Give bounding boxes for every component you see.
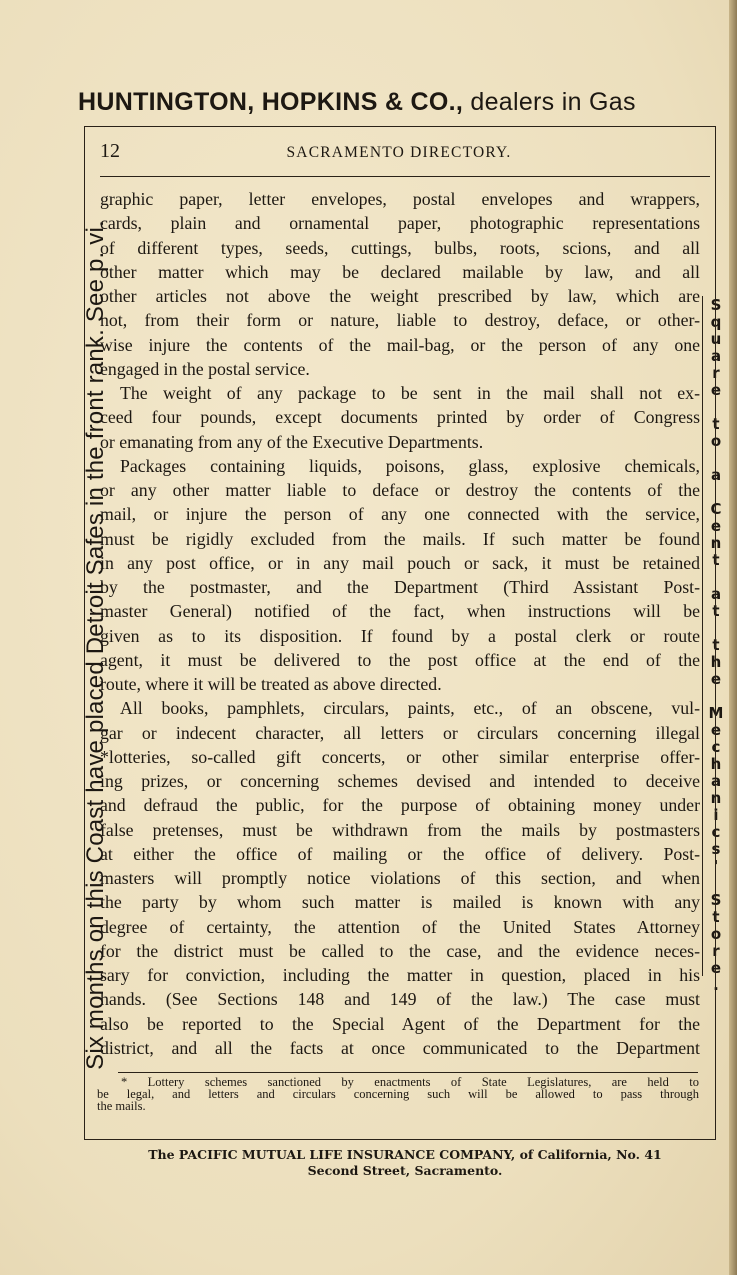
body-line: sary for conviction, including the matter in question, placed in his [100,965,700,985]
body-line: or emanating from any of the Executive Departments. [100,431,484,452]
page-edge [729,0,737,1275]
right-ad-letter: n [710,534,722,552]
right-ad-letter: h [710,653,722,671]
body-line: The weight of any package to be sent in the mail shall not ex- [120,383,700,403]
right-ad-letter: a [710,347,722,365]
body-line: the party by whom such matter is mailed is known with any [100,892,700,913]
page-header [100,140,698,170]
right-ad-letter: a [710,772,722,790]
right-ad-letter: o [710,432,722,450]
footnote-line: * Lottery schemes sanctioned by enactments of State Legislatures, are held to [121,1075,699,1089]
body-line: master General) notified of the fact, when instructions will be [100,601,700,622]
body-line: by the postmaster, and the Department (Third Assistant Post- [100,577,700,597]
footnote-rule [118,1072,698,1073]
footnote [97,1076,699,1112]
body-line: false pretenses, must be withdrawn from the mails by postmasters [100,819,700,840]
body-line: masters will promptly notice violations of this section, and when [100,868,700,888]
body-line: ing prizes, or concerning schemes devised and intended to deceive [100,771,700,791]
right-ad-letter: u [710,330,722,348]
body-line: graphic paper, letter envelopes, postal envelopes and wrappers, [100,189,700,209]
top-ad-company: HUNTINGTON, HOPKINS & CO., [78,88,464,116]
body-line: engaged in the postal service. [100,358,310,379]
right-ad-letter: s [711,840,721,858]
right-ad-letter: S [710,296,722,314]
right-ad-letter: . [713,976,719,994]
right-ad-letter: i [713,806,719,824]
right-ad-letter: h [710,755,722,773]
right-ad-letter: c [711,738,721,756]
right-ad-letter: e [710,517,722,535]
right-ad-letter: t [712,636,720,654]
right-ad-letter: e [710,381,722,399]
body-line: wise injure the contents of the mail-bag, or the person of any one [100,334,700,355]
body-line: other articles not above the weight prescribed by law, which are [100,286,700,306]
right-ad-letter: t [712,415,720,433]
right-ad-letter: e [710,959,722,977]
right-ad-letter: q [710,313,722,331]
right-ad-letter: c [711,823,721,841]
footnote-line: the mails. [97,1099,146,1113]
right-ad-letter: r [712,364,720,382]
right-ad-letter: C [710,500,722,518]
page-number: 12 [100,140,120,162]
body-line: hands. (See Sections 148 and 149 of the law.) The case must [100,989,700,1010]
bottom-ad-line-2: Second Street, Sacramento. [307,1163,503,1178]
body-line: of different types, seeds, cuttings, bulbs, roots, scions, and all [100,237,700,258]
body-line: route, where it will be treated as above directed. [100,674,442,694]
footnote-line: be legal, and letters and circulars concerning such will be allowed to pass through [97,1087,699,1101]
right-ad-letter: n [710,789,722,807]
right-ad-letter: ' [713,857,719,875]
body-line: mail, or injure the person of any one connected with the service, [100,504,700,525]
right-ad-letter: S [710,891,722,909]
body-line: other matter which may be declared mailable by law, and all [100,261,700,282]
right-ad-letter: M [708,704,724,722]
body-line: also be reported to the Special Agent of the Department for the [100,1013,700,1034]
body-line: must be rigidly excluded from the mails. If such matter be found [100,528,700,549]
right-ad-letter: t [712,551,720,569]
body-text [100,187,700,1060]
right-ad-letter: a [710,585,722,603]
body-line: given as to its disposition. If found by a postal clerk or route [100,625,700,646]
bottom-advertisement [80,1147,730,1179]
right-ad-letter: e [710,670,722,688]
body-line: gar or indecent character, all letters or circulars concerning illegal [100,722,700,743]
bottom-ad-line-1: The PACIFIC MUTUAL LIFE INSURANCE COMPANY, of California, No. 41 [148,1147,662,1162]
running-head: SACRAMENTO DIRECTORY. [286,144,512,161]
right-ad-letter: e [710,721,722,739]
body-line: district, and all the facts at once communicated to the Department [100,1037,700,1058]
body-line: and defraud the public, for the purpose of obtaining money under [100,795,700,816]
header-rule [100,176,710,177]
body-line: in any post office, or in any mail pouch or sack, it must be retained [100,552,700,573]
right-ad-letter: o [710,925,722,943]
body-line: degree of certainty, the attention of the United States Attorney [100,916,700,937]
body-line: ceed four pounds, except documents printed by order of Congress [100,407,700,428]
body-line: Packages containing liquids, poisons, glass, explosive chemicals, [120,455,700,476]
right-ad-letter: r [712,942,720,960]
body-line: *lotteries, so-called gift concerts, or other similar enterprise offer- [100,746,700,767]
body-line: cards, plain and ornamental paper, photographic representations [100,213,700,234]
left-margin-advertisement: Six months on this Coast have placed Detroit Safes in the front rank. See p. vi. [82,220,109,1070]
right-ad-letter: a [710,466,722,484]
body-line: All books, pamphlets, circulars, paints, etc., of an obscene, vul- [120,698,700,719]
top-ad-text: dealers in Gas [463,88,636,116]
right-ad-letter: t [712,602,720,620]
body-line: not, from their form or nature, liable to destroy, deface, or other- [100,310,700,331]
body-line: at either the office of mailing or the office of delivery. Post- [100,843,700,864]
body-line: for the district must be called to the case, and the evidence neces- [100,940,700,961]
body-line: agent, it must be delivered to the post office at the end of the [100,649,700,670]
top-advertisement [78,88,723,117]
right-ad-letter: t [712,908,720,926]
body-line: or any other matter liable to deface or destroy the contents of the [100,480,700,500]
